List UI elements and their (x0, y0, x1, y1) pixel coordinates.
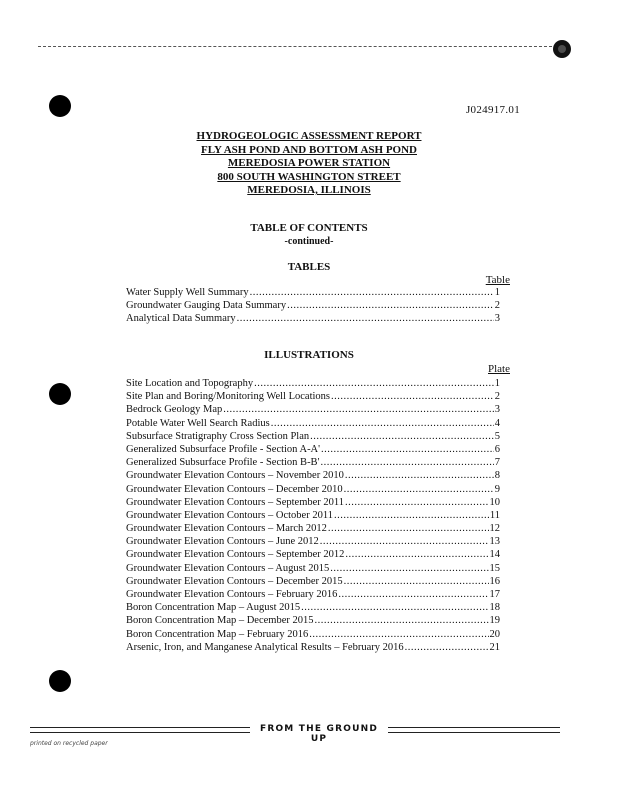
toc-entry (126, 496, 500, 509)
toc-entry (126, 430, 500, 443)
toc-entry-number: 1 (494, 378, 500, 389)
dot-leader (328, 522, 489, 535)
toc-entry-label: Subsurface Stratigraphy Cross Section Plan (126, 430, 310, 442)
dot-leader (287, 299, 494, 312)
binder-hole-icon (49, 670, 71, 692)
toc-entry (126, 299, 500, 312)
footer-slogan: FROM THE GROUND UP (259, 724, 379, 744)
toc-entry-label: Generalized Subsurface Profile - Section A-A' (126, 443, 321, 455)
toc-entry-number: 21 (489, 641, 500, 653)
toc-entry (126, 509, 500, 522)
toc-entry (126, 562, 500, 575)
toc-entry-number: 20 (489, 628, 500, 640)
toc-entry-label: Groundwater Elevation Contours – June 2012 (126, 536, 319, 548)
document-number: J024917.01 (465, 104, 520, 116)
toc-entry-label: Groundwater Elevation Contours – August 2015 (126, 562, 330, 574)
toc-entry-label: Groundwater Elevation Contours – February 2016 (126, 589, 338, 600)
dot-leader (345, 469, 494, 482)
dot-leader (250, 286, 494, 299)
toc-entry-number: 3 (494, 313, 500, 325)
toc-entry (126, 614, 500, 627)
footer-rule (388, 727, 560, 733)
toc-entry-label: Groundwater Elevation Contours – November 2010 (126, 470, 344, 482)
dot-leader (345, 496, 488, 509)
dot-leader (315, 614, 489, 627)
recycled-paper-credit: printed on recycled paper (30, 740, 108, 747)
toc-entry-number: 1 (494, 287, 500, 298)
toc-entry-label: Groundwater Elevation Contours – September 2012 (126, 549, 345, 561)
toc-entry-label: Groundwater Elevation Contours – October 2011 (126, 509, 333, 521)
toc-entry-number: 16 (489, 575, 500, 587)
top-rule (38, 46, 552, 47)
tables-heading: TABLES (287, 261, 331, 273)
report-title-line: 800 SOUTH WASHINGTON STREET (217, 170, 401, 183)
toc-entry (126, 575, 500, 588)
toc-entry (126, 588, 500, 601)
report-title-line: FLY ASH POND AND BOTTOM ASH POND (201, 143, 417, 156)
dot-leader (309, 628, 488, 641)
dot-leader (405, 641, 489, 654)
toc-entry-number: 6 (494, 443, 500, 455)
toc-entry (126, 443, 500, 456)
toc-entry (126, 403, 500, 416)
toc-entry-number: 12 (489, 523, 500, 535)
toc-entry-number: 11 (489, 509, 500, 521)
toc-entry-label: Groundwater Elevation Contours – December 2015 (126, 575, 343, 587)
toc-entry-label: Analytical Data Summary (126, 313, 236, 325)
report-title-block (0, 130, 618, 198)
toc-entry (126, 469, 500, 482)
toc-entry-label: Groundwater Elevation Contours – September 2011 (126, 496, 345, 508)
dot-leader (301, 601, 488, 614)
toc-entry-label: Boron Concentration Map – December 2015 (126, 615, 314, 627)
toc-entry-number: 18 (489, 602, 500, 614)
report-title-line: HYDROGEOLOGIC ASSESSMENT REPORT (196, 130, 422, 142)
toc-entry (126, 548, 500, 561)
toc-entry-number: 15 (489, 562, 500, 574)
toc-entry-label: Water Supply Well Summary (126, 287, 249, 298)
toc-entry-label: Site Location and Topography (126, 378, 254, 389)
toc-entry-label: Generalized Subsurface Profile - Section B-B' (126, 457, 320, 469)
toc-entry (126, 628, 500, 641)
binder-hole-icon (49, 383, 71, 405)
toc-entry (126, 601, 500, 614)
dot-leader (344, 483, 494, 496)
toc-entry-number: 5 (494, 430, 500, 442)
dot-leader (271, 417, 494, 430)
toc-entry-number: 14 (489, 549, 500, 561)
toc-entry-label: Groundwater Elevation Contours – March 2012 (126, 523, 327, 535)
dot-leader (331, 390, 494, 403)
tables-list (126, 286, 500, 326)
toc-entry-number: 7 (494, 457, 500, 469)
dot-leader (345, 548, 488, 561)
toc-entry (126, 535, 500, 548)
toc-entry-label: Groundwater Elevation Contours – December 2010 (126, 483, 343, 495)
report-title-line: MEREDOSIA POWER STATION (227, 157, 391, 169)
toc-entry-label: Groundwater Gauging Data Summary (126, 300, 287, 312)
dot-leader (321, 443, 494, 456)
toc-entry-number: 17 (489, 589, 500, 600)
toc-entry-label: Site Plan and Boring/Monitoring Well Locations (126, 391, 330, 403)
dot-leader (223, 403, 494, 416)
toc-entry-number: 19 (489, 615, 500, 627)
company-logo-icon (553, 40, 571, 58)
toc-entry-number: 10 (489, 496, 500, 508)
dot-leader (338, 588, 488, 601)
dot-leader (320, 456, 493, 469)
dot-leader (344, 575, 489, 588)
report-title-line: MEREDOSIA, ILLINOIS (247, 184, 371, 196)
plates-column-label: Plate (488, 363, 510, 375)
toc-entry-number: 2 (494, 391, 500, 403)
toc-entry-number: 8 (494, 470, 500, 482)
toc-entry-number: 13 (489, 536, 500, 548)
toc-entry (126, 312, 500, 325)
binder-hole-icon (49, 95, 71, 117)
toc-entry (126, 522, 500, 535)
toc-entry-number: 4 (494, 417, 500, 429)
toc-entry-number: 3 (494, 404, 500, 416)
toc-entry-label: Boron Concentration Map – August 2015 (126, 602, 301, 614)
dot-leader (310, 430, 494, 443)
illustrations-heading: ILLUSTRATIONS (264, 349, 354, 361)
toc-entry (126, 641, 500, 654)
dot-leader (330, 562, 488, 575)
toc-entry (126, 390, 500, 403)
toc-entry (126, 377, 500, 390)
dot-leader (320, 535, 489, 548)
illustrations-list (126, 377, 500, 654)
toc-entry (126, 483, 500, 496)
tables-column-label: Table (485, 274, 510, 286)
dot-leader (237, 312, 494, 325)
dot-leader (334, 509, 489, 522)
footer-rule (30, 727, 250, 733)
dot-leader (254, 377, 494, 390)
toc-entry-label: Boron Concentration Map – February 2016 (126, 628, 309, 640)
toc-entry-label: Arsenic, Iron, and Manganese Analytical Results – February 2016 (126, 641, 404, 653)
toc-entry (126, 417, 500, 430)
toc-title: TABLE OF CONTENTS (250, 222, 368, 234)
toc-entry (126, 286, 500, 299)
toc-entry-number: 2 (494, 300, 500, 312)
toc-entry-label: Bedrock Geology Map (126, 404, 223, 416)
toc-entry-number: 9 (494, 483, 500, 495)
toc-subtitle: -continued- (284, 236, 334, 247)
toc-entry-label: Potable Water Well Search Radius (126, 417, 270, 429)
toc-entry (126, 456, 500, 469)
